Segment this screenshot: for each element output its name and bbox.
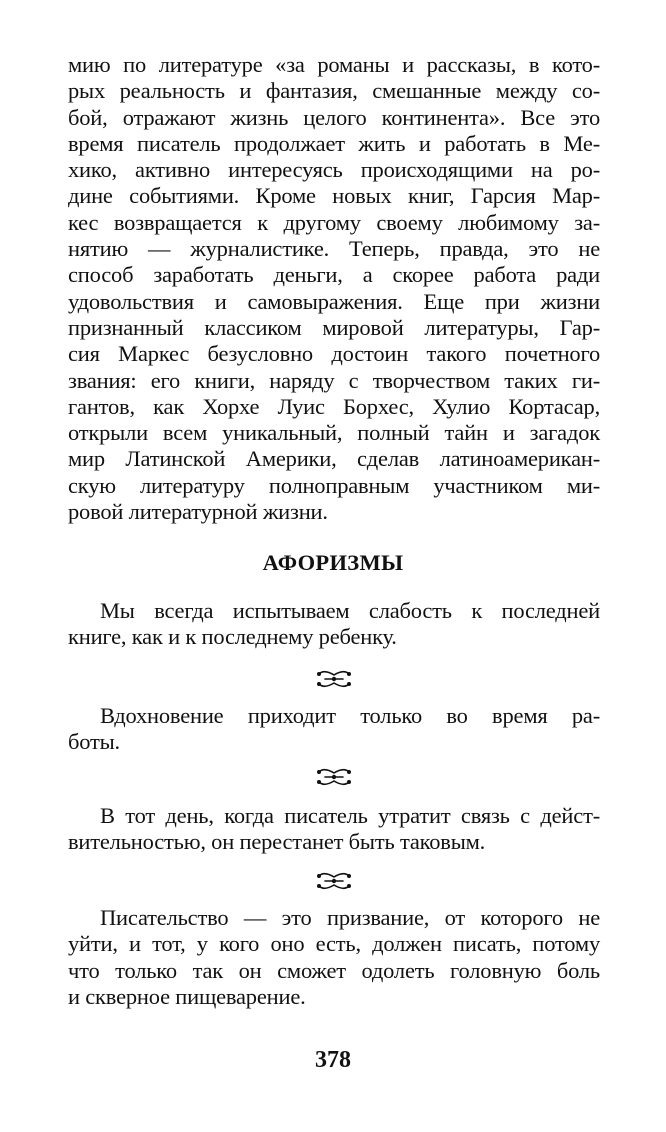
aphorism-line: вительностью, он перестанет быть таковым. <box>68 829 486 855</box>
aphorism-line: Писательство — это призвание, от которого не <box>100 905 600 930</box>
body-line: рых реальность и фантазия, смешанные между со- <box>68 78 600 104</box>
body-line: мир Латинской Америки, сделав латиноамерикан- <box>68 446 600 472</box>
page-number: 378 <box>315 1047 351 1073</box>
body-line: сия Маркес безусловно достоин такого почетного <box>68 341 600 367</box>
body-line: бой, отражают жизнь целого континента». Все это <box>68 104 600 130</box>
body-line: время писатель продолжает жить и работать в Ме- <box>68 130 600 156</box>
aphorism-1 <box>68 598 600 651</box>
fleuron-divider-icon <box>315 668 353 690</box>
body-line: гантов, как Хорхе Луис Борхес, Хулио Кортасар, <box>68 393 600 419</box>
body-line: признанный классиком мировой литературы, Гар- <box>68 314 600 340</box>
aphorism-2 <box>68 703 600 756</box>
body-line: нятию — журналистике. Теперь, правда, это не <box>68 236 600 262</box>
body-line: кес возвращается к другому своему любимому за- <box>68 209 600 235</box>
aphorism-line: что только так он сможет одолеть головную боль <box>68 957 600 983</box>
body-line: ровой литературной жизни. <box>68 499 328 525</box>
aphorism-line: боты. <box>68 729 120 755</box>
aphorism-line: книге, как и к последнему ребенку. <box>68 624 397 650</box>
body-line: звания: его книги, наряду с творчеством таких ги- <box>68 367 600 393</box>
aphorism-line: Вдохновение приходит только во время ра- <box>100 703 600 728</box>
aphorism-line: Мы всегда испытываем слабость к последней <box>100 598 600 623</box>
aphorism-4 <box>68 905 600 1010</box>
body-paragraph <box>68 52 600 525</box>
body-line: скую литературу полноправным участником ми- <box>68 472 600 498</box>
body-line: открыли всем уникальный, полный тайн и загадок <box>68 420 600 446</box>
fleuron-divider-icon <box>315 870 353 892</box>
section-heading: АФОРИЗМЫ <box>262 550 404 575</box>
body-line: дине событиями. Кроме новых книг, Гарсия Мар- <box>68 183 600 209</box>
fleuron-divider-icon <box>315 766 353 788</box>
aphorism-line: уйти, и тот, у кого оно есть, должен писать, потому <box>68 931 600 957</box>
body-line: способ заработать деньги, а скорее работа ради <box>68 262 600 288</box>
body-line: удовольствия и самовыражения. Еще при жизни <box>68 288 600 314</box>
aphorism-line: и скверное пищеварение. <box>68 983 306 1009</box>
aphorism-line: В тот день, когда писатель утратит связь с дейст- <box>100 803 600 828</box>
aphorism-3 <box>68 803 600 856</box>
body-line: мию по литературе «за романы и рассказы, в кото- <box>68 52 600 77</box>
body-line: хико, активно интересуясь происходящими на ро- <box>68 157 600 183</box>
